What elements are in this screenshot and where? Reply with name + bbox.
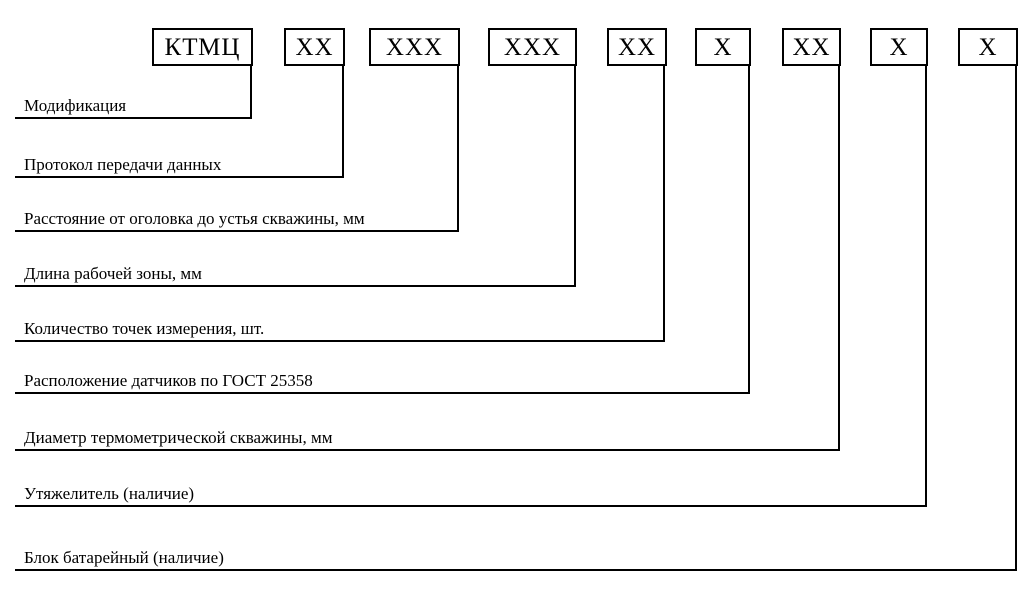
code-segment-box-data-protocol: XX <box>284 28 345 66</box>
code-segment-box-weight: X <box>870 28 928 66</box>
field-label-sensor-arrangement: Расположение датчиков по ГОСТ 25358 <box>24 371 313 390</box>
field-label-data-protocol: Протокол передачи данных <box>24 155 222 174</box>
field-label-well-diameter: Диаметр термометрической скважины, мм <box>24 428 333 447</box>
code-segment-box-battery-pack: X <box>958 28 1018 66</box>
code-segment-box-modification: КТМЦ <box>152 28 253 66</box>
code-segment-box-head-to-wellhead-distance: XXX <box>369 28 460 66</box>
code-segment-box-well-diameter: XX <box>782 28 841 66</box>
field-label-modification: Модификация <box>24 96 127 115</box>
field-label-weight: Утяжелитель (наличие) <box>24 484 195 503</box>
field-label-working-zone-length: Длина рабочей зоны, мм <box>24 264 202 283</box>
code-segment-box-measurement-points-count: XX <box>607 28 667 66</box>
field-label-head-to-wellhead-distance: Расстояние от оголовка до устья скважины, мм <box>24 209 365 228</box>
field-label-measurement-points-count: Количество точек измерения, шт. <box>24 319 265 338</box>
code-segment-box-working-zone-length: XXX <box>488 28 577 66</box>
field-label-battery-pack: Блок батарейный (наличие) <box>24 548 224 567</box>
code-segment-box-sensor-arrangement: X <box>695 28 751 66</box>
